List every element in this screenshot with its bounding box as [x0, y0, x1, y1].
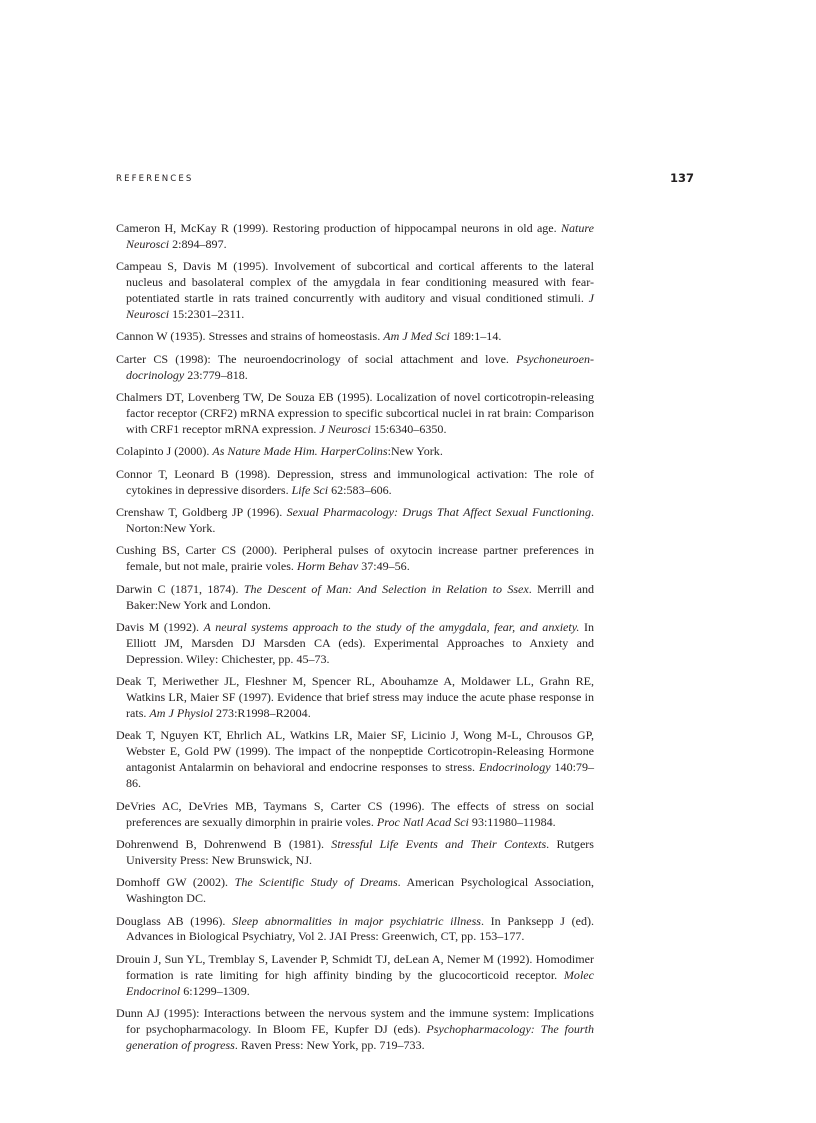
- ref-citation: 2:894–897.: [169, 236, 227, 251]
- ref-text: Douglass AB (1996).: [116, 913, 233, 928]
- reference-entry: [116, 444, 594, 460]
- ref-citation: 62:583–606.: [328, 482, 392, 497]
- ref-journal: Am J Physiol: [149, 706, 213, 721]
- reference-entry: [116, 259, 594, 323]
- ref-citation: . Raven Press: New York, pp. 719–733.: [234, 1037, 425, 1052]
- reference-entry: [116, 875, 594, 907]
- reference-entry: [116, 543, 594, 575]
- ref-title: A neural systems approach to the study of the amygdala, fear, and anxiety.: [203, 620, 580, 635]
- reference-entry: [116, 505, 594, 537]
- ref-citation: . Merrill and Baker:New York and London.: [126, 581, 594, 612]
- reference-entry: [116, 728, 594, 792]
- ref-text: Crenshaw T, Goldberg JP (1996).: [116, 505, 287, 520]
- reference-entry: [116, 582, 594, 614]
- ref-journal: Endocrinology: [478, 760, 551, 775]
- page-number: 137: [669, 171, 694, 185]
- ref-citation: 15:6340–6350.: [370, 421, 447, 436]
- reference-list: [116, 221, 594, 1060]
- ref-title: Psychopharmacology: The fourth generation of progress: [126, 1021, 594, 1052]
- ref-text: Connor T, Leonard B (1998). Depression, stress and immunological activation: The role of cytokines in depressive disorders.: [116, 466, 594, 497]
- reference-entry: [116, 352, 594, 384]
- ref-journal: J Neurosci: [319, 421, 371, 436]
- ref-text: Campeau S, Davis M (1995). Involvement of subcortical and cortical afferents to the lateral nucleus and basolateral complex of the amygdala in fear conditioning measured with fear-potentiated startle in rats trained concurrently with auditory and visual conditioned stimuli.: [116, 259, 594, 306]
- ref-citation: 273:R1998–R2004.: [213, 706, 311, 721]
- reference-entry: [116, 952, 594, 1000]
- ref-title: The Descent of Man: And Selection in Relation to Ssex: [243, 581, 529, 596]
- reference-entry: [116, 1006, 594, 1054]
- ref-citation: 189:1–14.: [449, 329, 502, 344]
- ref-citation: . Norton:New York.: [126, 505, 594, 535]
- running-head: REFERENCES: [116, 174, 194, 184]
- ref-citation: :New York.: [387, 444, 443, 459]
- reference-entry: [116, 390, 594, 438]
- ref-text: Chalmers DT, Lovenberg TW, De Souza EB (1995). Localization of novel corticotropin-releasing factor receptor (CRF2) mRNA expression to specific subcortical nuclei in rat brain: Comparison with CRF1 receptor mRNA expression.: [116, 390, 594, 436]
- reference-entry: [116, 837, 594, 869]
- reference-entry: [116, 674, 594, 722]
- ref-citation: 23:779–818.: [184, 367, 248, 382]
- reference-entry: [116, 914, 594, 946]
- ref-title: The Scientific Study of Dreams: [234, 875, 398, 890]
- ref-citation: 140:79–86.: [126, 760, 595, 791]
- ref-citation: . In Panksepp J (ed). Advances in Biological Psychiatry, Vol 2. JAI Press: Greenwich, CT, pp. 153–177.: [126, 913, 594, 944]
- ref-journal: Psychoneuroendocrinology: [126, 351, 594, 382]
- reference-entry: [116, 799, 594, 831]
- ref-text: Cannon W (1935). Stresses and strains of homeostasis.: [116, 329, 384, 344]
- ref-text: Cushing BS, Carter CS (2000). Peripheral pulses of oxytocin increase partner preferences in female, but not male, prairie voles.: [116, 543, 594, 574]
- ref-text: Domhoff GW (2002).: [116, 875, 235, 890]
- ref-citation: . Rutgers University Press: New Brunswick, NJ.: [126, 836, 594, 867]
- ref-journal: Am J Med Sci: [383, 329, 450, 344]
- ref-citation: 37:49–56.: [358, 559, 410, 574]
- ref-text: Deak T, Meriwether JL, Fleshner M, Spencer RL, Abouhamze A, Moldawer LL, Grahn RE, Watkins LR, Maier SF (1997). Evidence that brief stress may induce the acute phase response in rats.: [116, 674, 594, 721]
- ref-journal: Life Sci: [291, 482, 329, 497]
- ref-title: Sexual Pharmacology: Drugs That Affect Sexual Functioning: [286, 505, 591, 520]
- ref-journal: Molec Endocrinol: [126, 967, 594, 998]
- reference-entry: [116, 620, 594, 668]
- ref-citation: 93:11980–11984.: [468, 814, 556, 829]
- reference-entry: [116, 467, 594, 499]
- ref-text: Colapinto J (2000).: [116, 444, 213, 459]
- ref-title: Stressful Life Events and Their Contexts: [331, 836, 547, 851]
- ref-citation: . American Psychological Association, Washington DC.: [126, 875, 594, 906]
- ref-text: Davis M (1992).: [116, 620, 204, 635]
- ref-journal: Nature Neurosci: [126, 221, 594, 251]
- ref-text: Drouin J, Sun YL, Tremblay S, Lavender P, Schmidt TJ, deLean A, Nemer M (1992). Homodimer formation is rate limiting for high affinity binding by the glucocorticoid receptor.: [116, 951, 594, 982]
- ref-text: Carter CS (1998): The neuroendocrinology of social attachment and love.: [116, 351, 517, 366]
- ref-text: Dunn AJ (1995): Interactions between the nervous system and the immune system: Implications for psychopharmacology. In Bloom FE, Kupfer DJ (eds).: [116, 1006, 594, 1036]
- ref-citation: 6:1299–1309.: [180, 983, 250, 998]
- reference-entry: [116, 329, 594, 345]
- ref-journal: J Neurosci: [126, 291, 594, 322]
- reference-entry: [116, 221, 594, 253]
- ref-journal: Proc Natl Acad Sci: [376, 814, 469, 829]
- ref-text: Dohrenwend B, Dohrenwend B (1981).: [116, 836, 332, 851]
- ref-title: As Nature Made Him. HarperColins: [212, 444, 388, 459]
- ref-text: Darwin C (1871, 1874).: [116, 581, 244, 596]
- ref-text: Deak T, Nguyen KT, Ehrlich AL, Watkins LR, Maier SF, Licinio J, Wong M-L, Chrousos GP, Webster E, Gold PW (1999). The impact of the nonpeptide Corticotropin-Releasing Hormone antagonist Antalarmin on behavioral and endocrine responses to stress.: [116, 728, 594, 775]
- ref-citation: 15:2301–2311.: [169, 307, 245, 322]
- ref-title: Sleep abnormalities in major psychiatric illness: [232, 913, 481, 928]
- ref-text: DeVries AC, DeVries MB, Taymans S, Carter CS (1996). The effects of stress on social preferences are sexually dimorphin in prairie voles.: [116, 798, 594, 829]
- ref-text: Cameron H, McKay R (1999). Restoring production of hippocampal neurons in old age.: [116, 221, 561, 235]
- ref-journal: Horm Behav: [296, 559, 359, 574]
- ref-citation: In Elliott JM, Marsden DJ Marsden CA (eds). Experimental Approaches to Anxiety and Depression. Wiley: Chichester, pp. 45–73.: [126, 620, 595, 666]
